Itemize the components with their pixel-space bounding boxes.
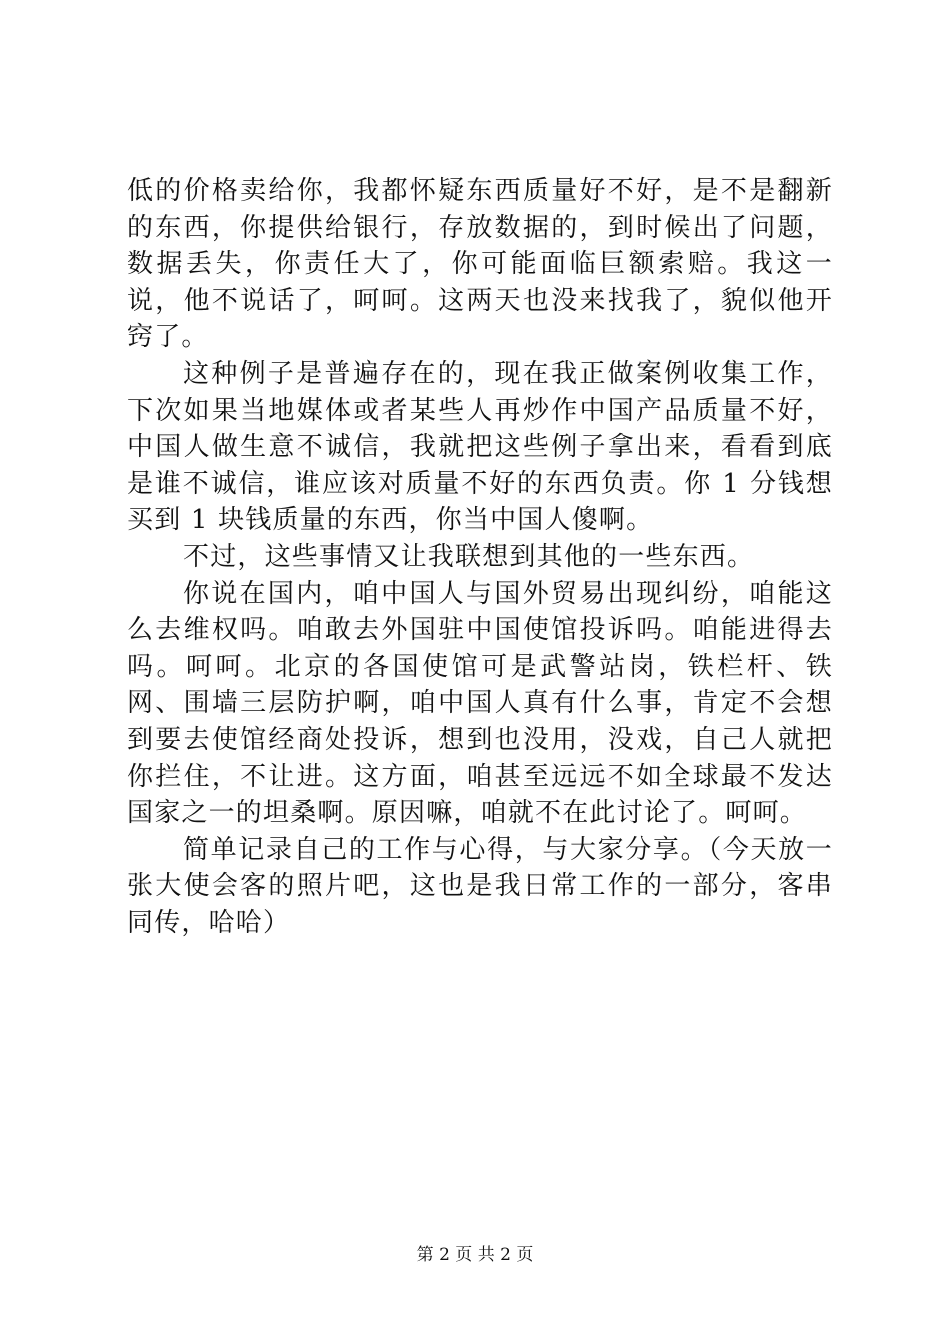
page-footer: 第 2 页 共 2 页 xyxy=(416,1245,534,1265)
body-text xyxy=(127,173,833,941)
paragraph-4: 你说在国内，咱中国人与国外贸易出现纠纷，咱能这么去维权吗。咱敢去外国驻中国使馆投诉吗。咱能进得去吗。呵呵。北京的各国使馆可是武警站岗，铁栏杆、铁网、围墙三层防护啊，咱中国人真有什么事，肯定不会想到要去使馆经商处投诉，想到也没用，没戏，自己人就把你拦住，不让进。这方面，咱甚至远远不如全球最不发达国家之一的坦桑啊。原因嘛，咱就不在此讨论了。呵呵。 xyxy=(127,578,833,829)
paragraph-5: 简单记录自己的工作与心得，与大家分享。（今天放一张大使会客的照片吧，这也是我日常工作的一部分，客串同传，哈哈） xyxy=(127,834,833,938)
paragraph-2: 这种例子是普遍存在的，现在我正做案例收集工作，下次如果当地媒体或者某些人再炒作中国产品质量不好，中国人做生意不诚信，我就把这些例子拿出来，看看到底是谁不诚信，谁应该对质量不好的东西负责。你 1 分钱想买到 1 块钱质量的东西，你当中国人傻啊。 xyxy=(127,358,833,536)
paragraph-1: 低的价格卖给你，我都怀疑东西质量好不好，是不是翻新的东西，你提供给银行，存放数据的，到时候出了问题，数据丢失，你责任大了，你可能面临巨额索赔。我这一说，他不说话了，呵呵。这两天也没来找我了，貌似他开窍了。 xyxy=(127,176,833,353)
paragraph-3: 不过，这些事情又让我联想到其他的一些东西。 xyxy=(183,541,755,572)
